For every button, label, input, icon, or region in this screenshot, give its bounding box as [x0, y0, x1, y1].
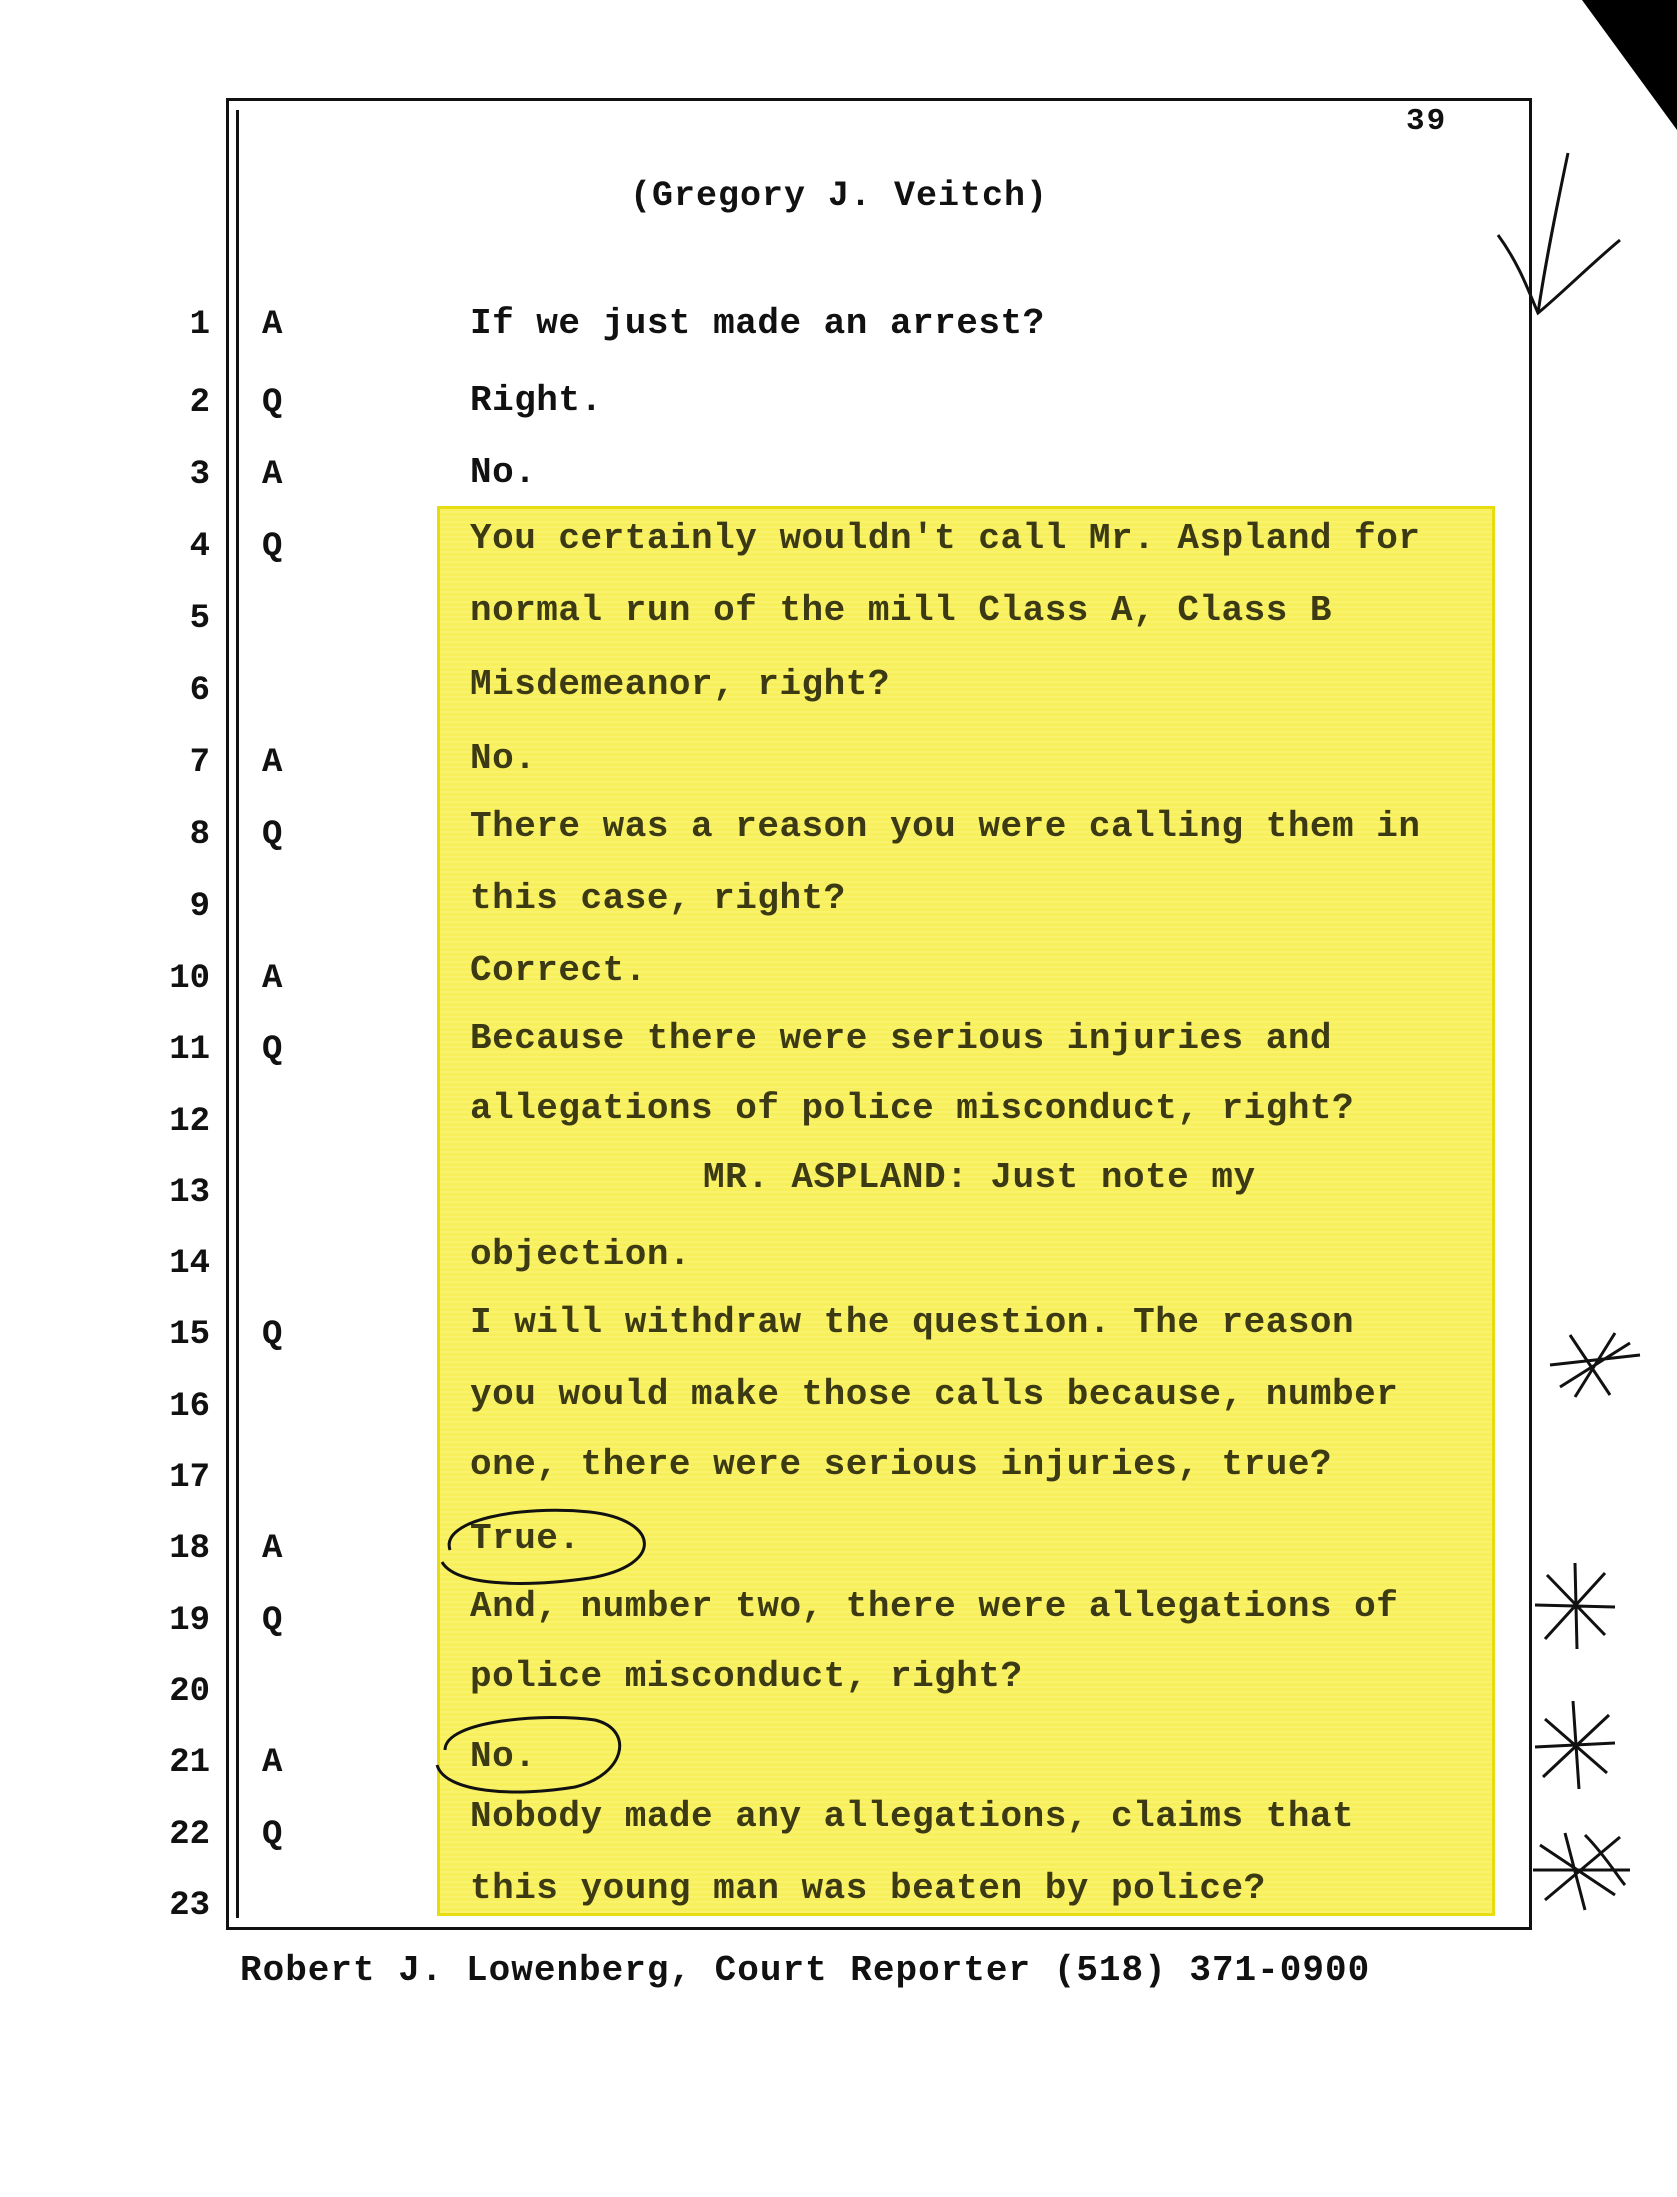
- line-number: 12: [169, 1103, 210, 1141]
- speaker-label: Q: [262, 816, 283, 854]
- transcript-line: True.: [470, 1518, 581, 1559]
- transcript-line: Correct.: [470, 950, 647, 991]
- transcript-line: No.: [470, 1736, 537, 1777]
- line-number: 19: [169, 1602, 210, 1640]
- transcript-line: And, number two, there were allegations of: [470, 1586, 1399, 1627]
- speaker-label: Q: [262, 1816, 283, 1854]
- line-number: 18: [169, 1530, 210, 1568]
- speaker-label: Q: [262, 384, 283, 422]
- line-number: 2: [189, 384, 210, 422]
- transcript-line: normal run of the mill Class A, Class B: [470, 590, 1333, 631]
- line-number: 16: [169, 1388, 210, 1426]
- line-number: 23: [169, 1887, 210, 1925]
- transcript-line: There was a reason you were calling them in: [470, 806, 1421, 847]
- speaker-label: A: [262, 960, 283, 998]
- speaker-label: A: [262, 744, 283, 782]
- line-number: 3: [189, 456, 210, 494]
- line-number: 1: [189, 306, 210, 344]
- transcript-line: Right.: [470, 380, 603, 421]
- page-title: (Gregory J. Veitch): [630, 176, 1049, 216]
- asterisk-icon: [1525, 1555, 1625, 1655]
- line-number: 13: [169, 1174, 210, 1212]
- line-number: 8: [189, 816, 210, 854]
- speaker-label: A: [262, 1744, 283, 1782]
- transcript-line: Misdemeanor, right?: [470, 664, 890, 705]
- transcript-line: this young man was beaten by police?: [470, 1868, 1266, 1909]
- line-number: 11: [169, 1031, 210, 1069]
- line-number: 7: [189, 744, 210, 782]
- line-number: 5: [189, 600, 210, 638]
- speaker-label: A: [262, 1530, 283, 1568]
- speaker-label: A: [262, 306, 283, 344]
- checkmark-icon: [1490, 145, 1630, 325]
- margin-rule: [236, 110, 239, 1918]
- transcript-line: allegations of police misconduct, right?: [470, 1088, 1355, 1129]
- line-number: 10: [169, 960, 210, 998]
- transcript-line: one, there were serious injuries, true?: [470, 1444, 1333, 1485]
- transcript-line: you would make those calls because, number: [470, 1374, 1399, 1415]
- transcript-line: Because there were serious injuries and: [470, 1018, 1333, 1059]
- asterisk-icon: [1540, 1325, 1650, 1405]
- transcript-line: this case, right?: [470, 878, 846, 919]
- circle-mark: [425, 1705, 635, 1800]
- line-number: 17: [169, 1459, 210, 1497]
- asterisk-icon: [1525, 1695, 1625, 1795]
- transcript-line: MR. ASPLAND: Just note my: [703, 1157, 1256, 1198]
- speaker-label: Q: [262, 1031, 283, 1069]
- line-number: 4: [189, 528, 210, 566]
- line-number: 9: [189, 888, 210, 926]
- line-number: 6: [189, 672, 210, 710]
- transcript-line: police misconduct, right?: [470, 1656, 1023, 1697]
- line-number: 21: [169, 1744, 210, 1782]
- transcript-line: No.: [470, 452, 537, 493]
- line-number: 15: [169, 1316, 210, 1354]
- folded-corner: [1582, 0, 1677, 130]
- transcript-line: No.: [470, 738, 537, 779]
- transcript-line: Nobody made any allegations, claims that: [470, 1796, 1355, 1837]
- transcript-line: I will withdraw the question. The reason: [470, 1302, 1355, 1343]
- transcript-line: objection.: [470, 1234, 692, 1275]
- asterisk-icon: [1525, 1825, 1635, 1915]
- line-number: 14: [169, 1245, 210, 1283]
- circle-mark: [430, 1500, 670, 1590]
- speaker-label: A: [262, 456, 283, 494]
- line-number: 20: [169, 1673, 210, 1711]
- line-number: 22: [169, 1816, 210, 1854]
- court-reporter-footer: Robert J. Lowenberg, Court Reporter (518) 371-0900: [240, 1950, 1371, 1991]
- page-number: 39: [1406, 104, 1448, 139]
- speaker-label: Q: [262, 528, 283, 566]
- transcript-line: You certainly wouldn't call Mr. Aspland for: [470, 518, 1421, 559]
- speaker-label: Q: [262, 1602, 283, 1640]
- speaker-label: Q: [262, 1316, 283, 1354]
- transcript-line: If we just made an arrest?: [470, 303, 1045, 344]
